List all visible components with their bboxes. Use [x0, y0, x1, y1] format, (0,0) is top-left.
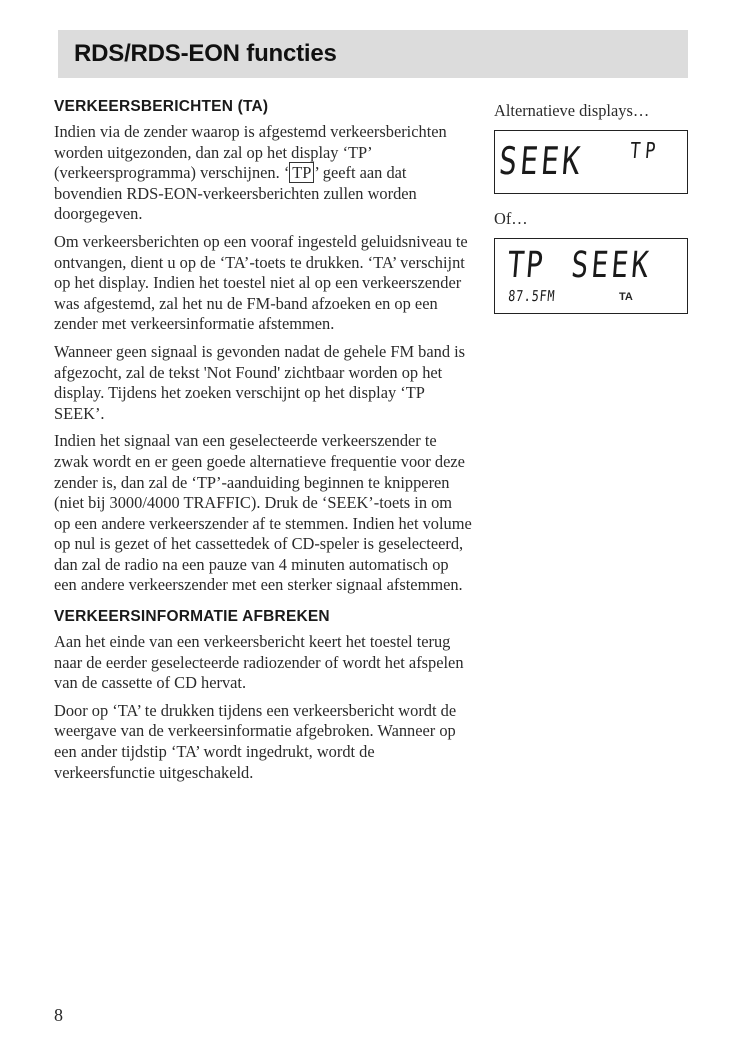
caption-alternative-displays: Alternatieve displays…	[494, 101, 650, 120]
paragraph-weak-signal: Indien het signaal van een geselecteerde verkeerszender te zwak wordt en er geen goede alternatieve frequentie voor deze zender is, dan zal de ‘TP’-aanduiding beginnen te knipperen (niet bij 3000/4000 TRAFFIC). Druk de ‘SEEK’-toets in om op een andere verkeerszender af te stemmen. Indien het volume op nul is gezet of het cassettedek of CD-speler is geselecteerd, dan zal de radio na een pauze van 4 minuten automatisch op een andere verkeerszender met een sterker signaal afstemmen.	[54, 431, 472, 595]
heading-traffic-announcements: VERKEERSBERICHTEN (TA)	[54, 98, 269, 115]
sidebar	[494, 101, 649, 121]
page-number: 8	[54, 1005, 63, 1025]
lcd-display-seek-tp	[494, 130, 688, 194]
ta-indicator: TA	[619, 291, 633, 303]
paragraph-not-found: Wanneer geen signaal is gevonden nadat de gehele FM band is afgezocht, zal de tekst 'Not Found' zichtbaar worden op het display. Tijdens het zoeken verschijnt op het display ‘TP SEEK’.	[54, 341, 466, 423]
section-banner	[58, 30, 688, 78]
tp-boxed-symbol: TP	[289, 162, 314, 183]
paragraph-tp	[54, 122, 472, 225]
paragraph-tp-text-b: ’ geeft aan dat bovendien RDS-EON-verkeersberichten zullen worden doorgegeven.	[54, 163, 417, 224]
caption-or: Of…	[494, 209, 528, 228]
paragraph-tp-text-a: Indien via de zender waarop is afgestemd verkeersberichten worden uitgezonden, dan zal op het display ‘TP’ (verkeersprogramma) verschijnen. ‘	[54, 122, 447, 183]
paragraph-ta-button: Om verkeersberichten op een vooraf ingesteld geluidsniveau te ontvangen, dient u op de ‘TA’-toets te drukken. ‘TA’ verschijnt op het display. Indien het toestel niet al op een verkeerszender was afgestemd, zal het nu de FM-band afzoeken en op een zender met verkeersinformatie afstemmen.	[54, 231, 468, 334]
lcd-frequency: 87.5FM	[507, 287, 556, 305]
lcd-seek-text: SEEK	[497, 139, 585, 183]
lcd-display-tp-seek	[494, 238, 688, 314]
lcd-tp-text: TP	[628, 139, 662, 164]
heading-interrupt-traffic-info: VERKEERSINFORMATIE AFBREKEN	[54, 608, 330, 626]
paragraph-cancel-ta: Door op ‘TA’ te drukken tijdens een verkeersbericht wordt de weergave van de verkeersinformatie afgebroken. Wanneer op een ander tijdstip ‘TA’ wordt ingedrukt, wordt de verkeersfunctie uitgeschakeld.	[54, 700, 457, 782]
page-title: RDS/RDS-EON functies	[74, 40, 337, 67]
lcd-seek-text: SEEK	[569, 245, 654, 286]
lcd-tp-text: TP	[505, 245, 546, 286]
paragraph-end-of-message: Aan het einde van een verkeersbericht keert het toestel terug naar de eerder geselecteerde radiozender of wordt het afspelen van de cassette of CD hervat.	[54, 632, 464, 693]
main-column	[54, 98, 472, 790]
